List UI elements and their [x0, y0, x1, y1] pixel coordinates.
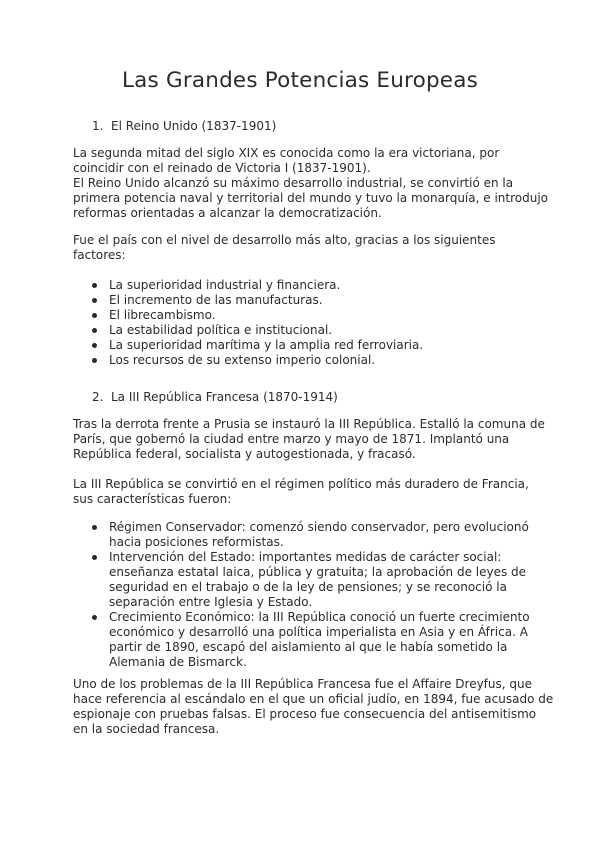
list-item-text: La superioridad marítima y la amplia red ferroviaria.	[109, 338, 424, 352]
text-line: en la sociedad francesa.	[73, 722, 220, 736]
list-item-text: enseñanza estatal laica, pública y gratuita; la aprobación de leyes de	[109, 565, 527, 579]
section-2-paragraph-3	[73, 677, 554, 737]
text-line: París, que gobernó la ciudad entre marzo y mayo de 1871. Implantó una	[73, 432, 510, 446]
list-item-text: seguridad en el trabajo o de la ley de pensiones; y se reconoció la	[109, 580, 507, 594]
section-2-title: La III República Francesa (1870-1914)	[111, 390, 338, 404]
bullet-icon	[92, 555, 97, 560]
section-2-paragraph-1	[73, 417, 545, 462]
text-line: Fue el país con el nivel de desarrollo más alto, gracias a los siguientes	[73, 233, 496, 247]
list-item-text: Alemania de Bismarck.	[109, 655, 247, 669]
list-item	[0, 308, 600, 323]
text-line: La III República se convirtió en el régimen político más duradero de Francia,	[73, 477, 529, 491]
list-item	[0, 353, 600, 368]
section-2-heading	[92, 390, 338, 404]
text-line: factores:	[73, 248, 126, 262]
bullet-icon	[92, 525, 97, 530]
list-item	[0, 550, 600, 610]
text-line: Tras la derrota frente a Prusia se instauró la III República. Estalló la comuna de	[73, 417, 545, 431]
section-1-factors-list	[0, 278, 600, 368]
section-1-factors-intro	[73, 233, 533, 263]
bullet-icon	[92, 283, 97, 288]
text-line: El Reino Unido alcanzó su máximo desarrollo industrial, se convirtió en la	[73, 176, 514, 190]
list-item-text: Intervención del Estado: importantes medidas de carácter social:	[109, 550, 502, 564]
list-item	[0, 323, 600, 338]
list-item	[0, 278, 600, 293]
list-item-text: Crecimiento Económico: la III República conoció un fuerte crecimiento	[109, 610, 530, 624]
list-item-text: El incremento de las manufacturas.	[109, 293, 323, 307]
bullet-icon	[92, 358, 97, 363]
text-line: República federal, socialista y autogestionada, y fracasó.	[73, 447, 416, 461]
list-item-text: La superioridad industrial y financiera.	[109, 278, 341, 292]
list-item-text: La estabilidad política e institucional.	[109, 323, 333, 337]
list-item-text: partir de 1890, escapó del aislamiento al que le había sometido la	[109, 640, 508, 654]
list-item	[0, 610, 600, 670]
list-item-text: Régimen Conservador: comenzó siendo conservador, pero evolucionó	[109, 520, 529, 534]
section-2-number: 2.	[92, 390, 104, 404]
list-item	[0, 338, 600, 353]
text-line: La segunda mitad del siglo XIX es conocida como la era victoriana, por	[73, 146, 500, 160]
bullet-icon	[92, 313, 97, 318]
list-item-text: hacia posiciones reformistas.	[109, 535, 284, 549]
list-item	[0, 520, 600, 550]
list-item-text: separación entre Iglesia y Estado.	[109, 595, 313, 609]
section-1-title: El Reino Unido (1837-1901)	[111, 119, 277, 133]
bullet-icon	[92, 615, 97, 620]
page-title: Las Grandes Potencias Europeas	[121, 68, 479, 93]
section-2-characteristics-list	[0, 520, 600, 670]
text-line: Uno de los problemas de la III República Francesa fue el Affaire Dreyfus, que	[73, 677, 532, 691]
text-line: reformas orientadas a alcanzar la democratización.	[73, 206, 382, 220]
list-item	[0, 293, 600, 308]
bullet-icon	[92, 343, 97, 348]
bullet-icon	[92, 298, 97, 303]
text-line: espionaje con pruebas falsas. El proceso fue consecuencia del antisemitismo	[73, 707, 537, 721]
bullet-icon	[92, 328, 97, 333]
section-1-number: 1.	[92, 119, 104, 133]
list-item-text: económico y desarrolló una política imperialista en Asia y en África. A	[109, 625, 528, 639]
text-line: coincidir con el reinado de Victoria I (1837-1901).	[73, 161, 371, 175]
list-item-text: Los recursos de su extenso imperio colonial.	[109, 353, 376, 367]
text-line: hace referencia al escándalo en el que un oficial judío, en 1894, fue acusado de	[73, 692, 554, 706]
text-line: primera potencia naval y territorial del mundo y tuvo la monarquía, e introdujo	[73, 191, 548, 205]
list-item-text: El librecambismo.	[109, 308, 216, 322]
section-1-heading	[92, 119, 276, 133]
text-line: sus características fueron:	[73, 492, 232, 506]
section-1-intro	[73, 146, 548, 221]
section-2-paragraph-2	[73, 477, 533, 507]
